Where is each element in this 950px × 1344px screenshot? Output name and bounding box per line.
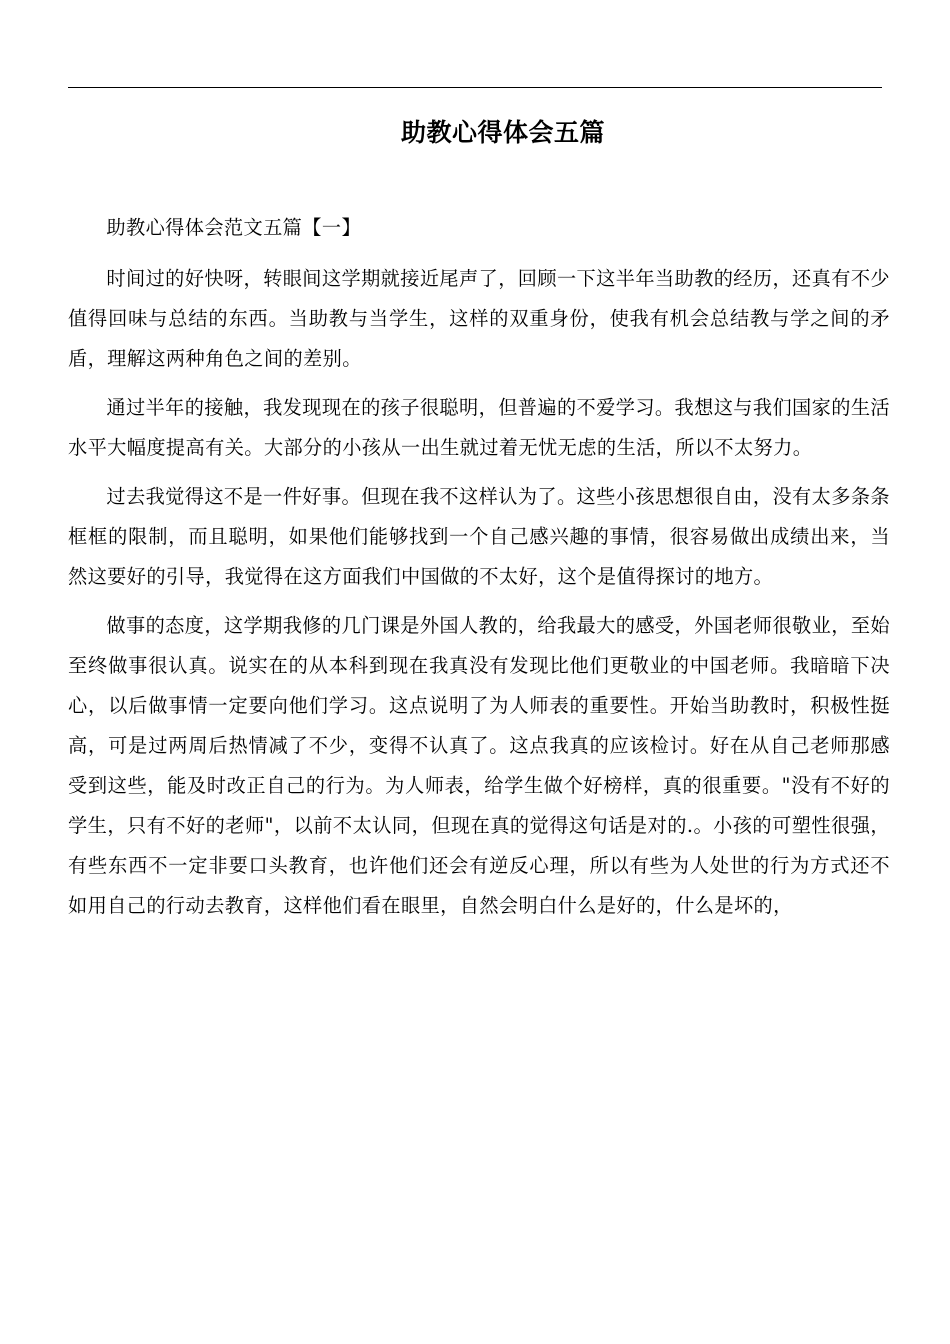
paragraph: 做事的态度，这学期我修的几门课是外国人教的，给我最大的感受，外国老师很敬业，至始至终做事很认真。说实在的从本科到现在我真没有发现比他们更敬业的中国老师。我暗暗下决心，以后做事情一定要向他们学习。这点说明了为人师表的重要性。开始当助教时，积极性挺高，可是过两周后热情减了不少，变得不认真了。这点我真的应该检讨。好在从自己老师那感受到这些，能及时改正自己的行为。为人师表，给学生做个好榜样，真的很重要。"没有不好的学生，只有不好的老师"，以前不太认同，但现在真的觉得这句话是对的.。小孩的可塑性很强，有些东西不一定非要口头教育，也许他们还会有逆反心理，所以有些为人处世的行为方式还不如用自己的行动去教育，这样他们看在眼里，自然会明白什么是好的，什么是坏的， [68, 614, 890, 917]
section-heading: 助教心得体会范文五篇【一】 [106, 216, 362, 239]
header-rule [68, 87, 882, 88]
paragraph: 过去我觉得这不是一件好事。但现在我不这样认为了。这些小孩思想很自由，没有太多条条框框的限制，而且聪明，如果他们能够找到一个自己感兴趣的事情，很容易做出成绩出来，当然这要好的引导，我觉得在这方面我们中国做的不太好，这个是值得探讨的地方。 [68, 485, 890, 588]
document-body [68, 208, 890, 935]
paragraph: 通过半年的接触，我发现现在的孩子很聪明，但普遍的不爱学习。我想这与我们国家的生活水平大幅度提高有关。大部分的小孩从一出生就过着无忧无虑的生活，所以不太努力。 [68, 396, 890, 459]
document-title: 助教心得体会五篇 [400, 117, 605, 147]
paragraph: 时间过的好快呀，转眼间这学期就接近尾声了，回顾一下这半年当助教的经历，还真有不少值得回味与总结的东西。当助教与当学生，这样的双重身份，使我有机会总结教与学之间的矛盾，理解这两种角色之间的差别。 [68, 267, 890, 370]
